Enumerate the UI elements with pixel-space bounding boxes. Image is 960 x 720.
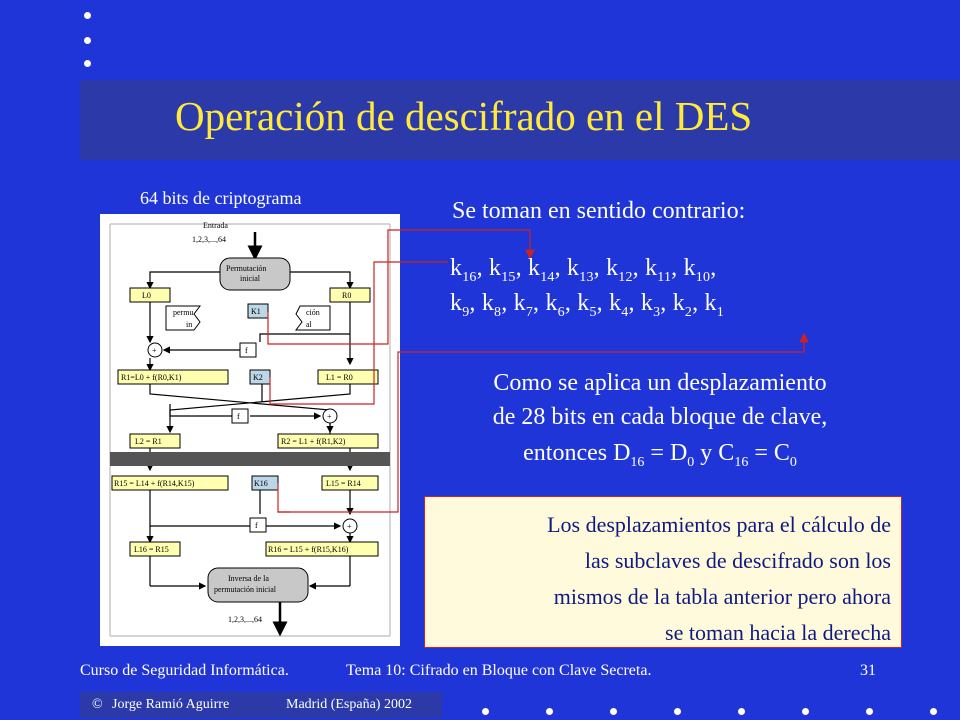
diagram-plus1: + [152,346,157,355]
decorative-dot [482,708,489,715]
footer-course: Curso de Seguridad Informática. [80,662,289,679]
diagram-l0: L0 [142,291,151,300]
decorative-dot [738,708,745,715]
diagram-l2: L2 = R1 [135,437,162,446]
diagram-entrada-bits: 1,2,3,...,64 [192,235,226,244]
decorative-dot [802,708,809,715]
decorative-dot [84,37,91,44]
key-item: $k_{11}$, [645,255,684,285]
diagram-inv-2: permutación inicial [214,585,276,594]
shift-paragraph-line2: de 28 bits en cada bloque de clave, [492,404,828,430]
diagram-k2: K2 [253,373,263,382]
key-sequence-line2 [450,290,724,321]
diagram-l16: L16 = R15 [134,545,169,554]
diagram-r2: R2 = L1 + f(R1,K2) [281,437,346,446]
copyright-symbol: © [92,697,103,712]
key-item: $k_6$, [545,290,578,320]
diagram-f2: f [237,412,240,421]
key-sequence-line1 [450,255,716,286]
decorative-dot [866,708,873,715]
key-item: $k_8$, [481,290,514,320]
key-item: $k_3$, [640,290,673,320]
diagram-perm-inicial-2: inicial [240,274,260,283]
diagram-k1: K1 [251,307,261,316]
figure-caption: 64 bits de criptograma [140,188,302,208]
diagram-perm-inicial-1: Permutación [226,264,267,273]
diagram-r1: R1=L0 + f(R0,K1) [121,373,182,382]
key-item: $k_5$, [577,290,610,320]
decorative-dot [84,12,91,19]
diagram-l1: L1 = R0 [326,373,353,382]
diagram-k16: K16 [254,479,268,488]
decorative-dot [930,708,937,715]
diagram-in: in [186,320,193,329]
note-box [424,496,902,648]
diagram-plus2: + [327,412,332,421]
diagram-r15: R15 = L14 + f(R14,K15) [114,479,195,488]
decorative-dot [84,60,91,67]
diagram-cion: ción [306,308,320,317]
shift-paragraph-line3: entonces $D_{16} = D_0$ y $C_{16} = C_0$ [523,440,797,470]
note-line: Los desplazamientos para el cálculo de [547,512,891,537]
key-item: $k_2$, [672,290,705,320]
diagram-permu: permu [173,308,194,317]
key-item: $k_{13}$, [567,255,607,285]
author-bar [80,692,442,718]
key-item: $k_1$ [704,290,724,320]
note-line: mismos de la tabla anterior pero ahora [553,584,891,609]
key-item: $k_9$, [450,290,482,320]
diagram-r16: R16 = L15 + f(R15,K16) [268,545,349,554]
page-number: 31 [860,662,876,679]
decorative-dot [674,708,681,715]
des-flow-diagram [100,214,400,646]
decorative-dot [546,708,553,715]
key-item: $k_{15}$, [489,255,529,285]
diagram-out-bits: 1,2,3,...,64 [228,615,262,624]
author-place: Madrid (España) 2002 [286,697,412,712]
diagram-plus16: + [347,522,352,531]
note-line: las subclaves de descifrado son los [584,548,891,573]
diagram-l15: L15 = R14 [326,479,361,488]
diagram-f16: f [255,521,258,530]
diagram-al: al [306,320,312,329]
diagram-entrada: Entrada [203,221,228,230]
decorative-dot [610,708,617,715]
reverse-order-heading: Se toman en sentido contrario: [452,198,746,224]
shift-paragraph-line1: Como se aplica un desplazamiento [493,370,827,396]
slide-title: Operación de descifrado en el DES [175,93,753,139]
diagram-inv-1: Inversa de la [228,574,269,583]
diagram-f1: f [245,346,248,355]
key-item: $k_{12}$, [606,255,646,285]
key-item: $k_{10}$, [683,255,717,285]
author-name: Jorge Ramió Aguirre [112,697,230,712]
key-item: $k_4$, [609,290,641,320]
diagram-r0: R0 [342,291,352,300]
key-item: $k_{16}$, [450,255,490,285]
note-line: se toman hacia la derecha [665,620,891,645]
footer-topic: Tema 10: Cifrado en Bloque con Clave Secreta. [346,662,652,679]
key-item: $k_7$, [513,290,546,320]
key-item: $k_{14}$, [528,255,568,285]
